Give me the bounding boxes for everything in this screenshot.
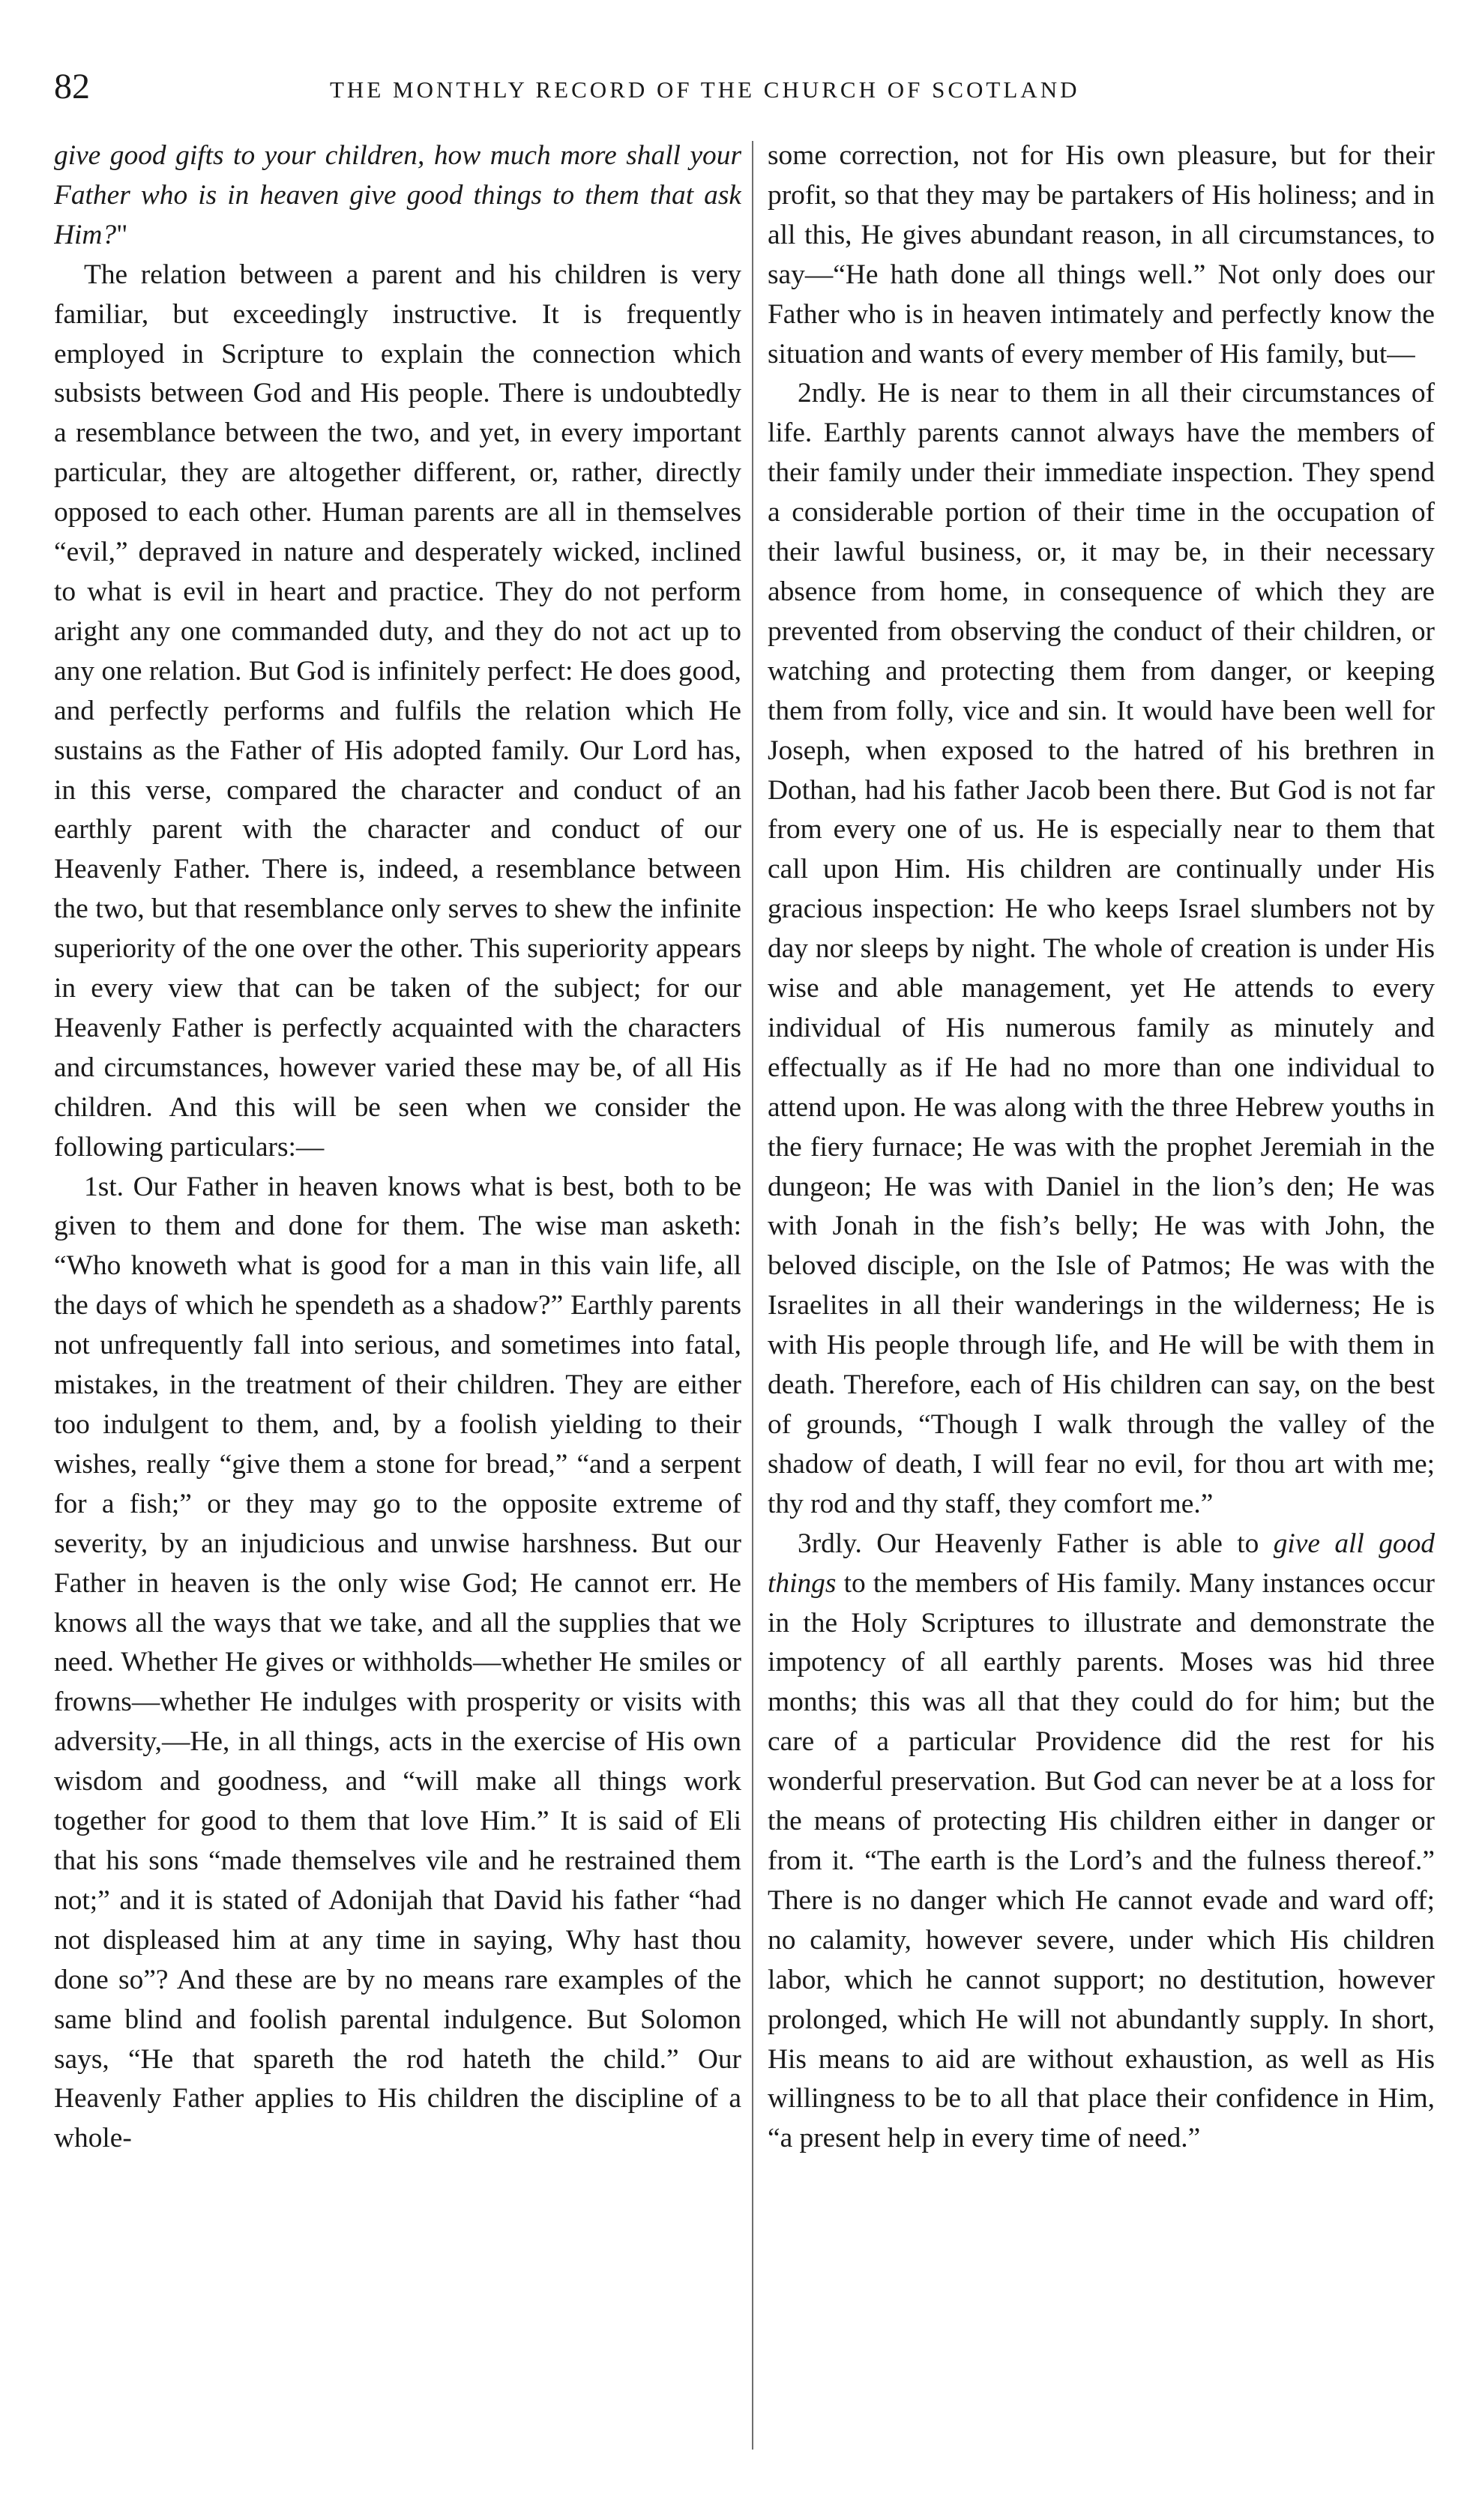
third-point-start: 3rdly. Our Heavenly Father is able to: [798, 1528, 1259, 1559]
paragraph-third-point: [768, 1525, 1435, 2159]
scripture-quotation-italic: give good gifts to your children, how much more shall your Father who is in heaven give good things to them that ask Him?: [54, 140, 741, 250]
paragraph-relation: The relation between a parent and his children is very familiar, but exceedingly instructive. It is frequently employed in Scripture to explain the connection which subsists between God and His people. There is undoubtedly a resemblance between the two, and yet, in every important particular, they are altogether different, or, rather, directly opposed to each other. Human parents are all in themselves “evil,” depraved in nature and desperately wicked, inclined to what is evil in heart and practice. They do not perform aright any one commanded duty, and they do not act up to any one relation. But God is infinitely perfect: He does good, and perfectly performs and fulfils the relation which He sustains as the Father of His adopted family. Our Lord has, in this verse, compared the character and conduct of an earthly parent with the character and conduct of our Heavenly Father. There is, indeed, a resemblance between the two, but that resemblance only serves to shew the infinite superiority of the one over the other. This superiority appears in every view that can be taken of the subject; for our Heavenly Father is perfectly acquainted with the characters and circumstances, however varied these may be, of all His children. And this will be seen when we consider the following particulars:—: [54, 259, 741, 1163]
paragraph-second-point: 2ndly. He is near to them in all their circumstances of life. Earthly parents cannot always have the members of their family under their immediate inspection. They spend a considerable portion of their time in the occupation of their lawful business, or, it may be, in their necessary absence from home, in consequence of which they are prevented from observing the conduct of their children, or watching and protecting them from danger, or keeping them from folly, vice and sin. It would have been well for Joseph, when exposed to the hatred of his brethren in Dothan, had his father Jacob been there. But God is not far from every one of us. He is especially near to them that call upon Him. His children are continually under His gracious inspection: He who keeps Israel slumbers not by day nor sleeps by night. The whole of creation is under His wise and able management, yet He attends to every individual of His numerous family as minutely and effectually as if He had no more than one individual to attend upon. He was along with the three Hebrew youths in the fiery furnace; He was with the prophet Jeremiah in the dungeon; He was with Daniel in the lion’s den; He was with Jonah in the fish’s belly; He was with John, the beloved disciple, on the Isle of Patmos; He was with the Israelites in all their wanderings in the wilderness; He is with His people through life, and He will be with them in death. Therefore, each of His children can say, on the best of grounds, “Though I walk through the valley of the shadow of death, I will fear no evil, for thou art with me; thy rod and thy staff, they comfort me.”: [768, 378, 1435, 1519]
page-header: [54, 66, 1476, 108]
third-point-rest: to the members of His family. Many instances occur in the Holy Scriptures to illustrate and demonstrate the impotency of all earthly parents. Moses was hid three months; this was all that they could do for him; but the care of a particular Providence did the rest for his wonderful preservation. But God can never be at a loss for the means of protecting His children either in danger or from it. “The earth is the Lord’s and the fulness thereof.” There is no danger which He cannot evade and ward off; no calamity, however severe, under which His children labor, which he cannot support; no destitution, however prolonged, which He will not abundantly supply. In short, His means to aid are without exhaustion, as well as His willingness to be to all that place their confidence in Him, “a present help in every time of need.”: [768, 1567, 1435, 2154]
left-column: [54, 136, 741, 2475]
paragraph-first-point: 1st. Our Father in heaven knows what is best, both to be given to them and done for them. The wise man asketh: “Who knoweth what is good for a man in this vain life, all the days of which he spendeth as a shadow?” Earthly parents not unfrequently fall into serious, and sometimes into fatal, mistakes, in the treatment of their children. They are either too indulgent to them, and, by a foolish yielding to their wishes, really “give them a stone for bread,” “and a serpent for a fish;” or they may go to the opposite extreme of severity, by an injudicious and unwise harshness. But our Father in heaven is the only wise God; He cannot err. He knows all the ways that we take, and all the supplies that we need. Whether He gives or withholds—whether He smiles or frowns—whether He indulges with prosperity or visits with adversity,—He, in all things, acts in the exercise of His own wisdom and goodness, and “will make all things work together for good to them that love Him.” It is said of Eli that his sons “made themselves vile and he restrained them not;” and it is stated of Adonijah that David his father “had not displeased him at any time in saying, Why hast thou done so”? And these are by no means rare examples of the same blind and foolish parental indulgence. But Solomon says, “He that spareth the rod hateth the child.” Our Heavenly Father applies to His children the discipline of a whole-: [54, 1171, 741, 2154]
running-title: THE MONTHLY RECORD OF THE CHURCH OF SCOTLAND: [330, 76, 1080, 103]
right-column: [768, 136, 1435, 2475]
column-divider: [752, 141, 753, 2450]
page-number: 82: [54, 67, 90, 106]
third-point-italic: give all good things: [768, 1528, 1435, 1599]
scripture-quotation: [54, 136, 741, 256]
paragraph-continuation: some correction, not for His own pleasure, but for their profit, so that they may be partakers of His holiness; and in all this, He gives abundant reason, in all circumstances, to say—“He hath done all things well.” Not only does our Father who is in heaven intimately and perfectly know the situation and wants of every member of His family, but—: [768, 140, 1435, 370]
scripture-quotation-close: ": [116, 219, 128, 250]
